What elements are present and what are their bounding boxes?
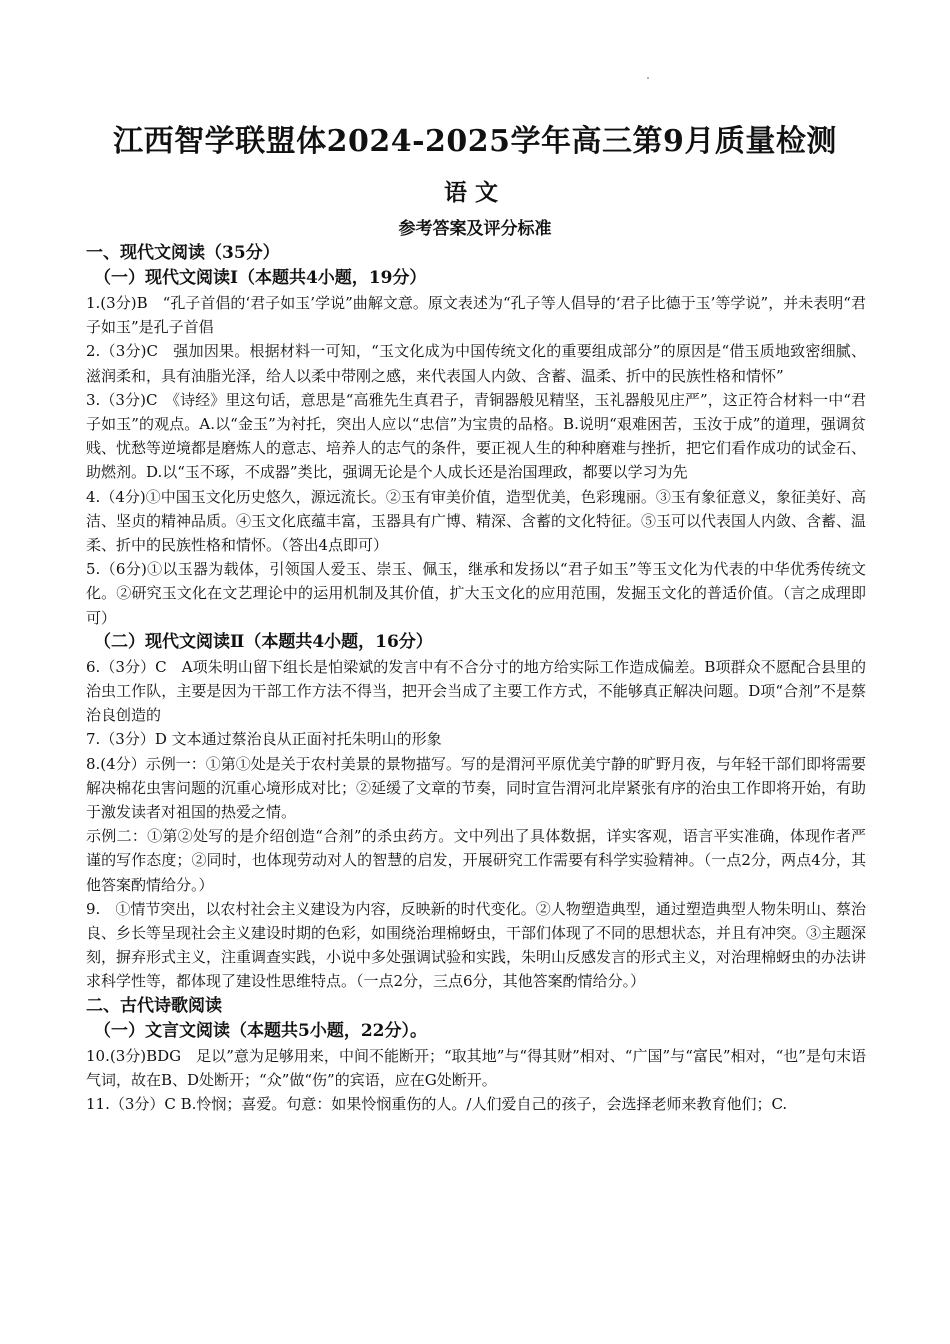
answer-item: 4.（4分)①中国玉文化历史悠久，源远流长。②玉有审美价值，造型优美，色彩瑰丽。③玉有象征意义，象征美好、高洁、坚贞的精神品质。④玉文化底蕴丰富，玉器具有广博、精深、含蓄的文化特征。⑤玉可以代表国人内敛、含蓄、温柔、折中的民族性格和情怀。（答出4点即可） <box>86 487 867 555</box>
answer-item-continued: 示例二：①第②处写的是介绍创造“合剂”的杀虫药方。文中列出了具体数据，详实客观，语言平实准确，体现作者严谨的写作态度；②同时，也体现劳动对人的智慧的启发，开展研究工作需要有科学实验精神。（一点2分，两点4分，其他答案酌情给分。） <box>86 827 866 894</box>
document-title: 江西智学联盟体2024-2025学年高三第9月质量检测 <box>113 124 837 159</box>
answer-item: 1.(3分)B “孔子首倡的‘君子如玉’学说”曲解文意。原文表述为“孔子等人倡导的‘君子比德于玉’等学说”，并未表明“君子如玉”是孔子首倡 <box>86 294 866 337</box>
answer-item: 11.（3分）C B.怜悯；喜爱。句意：如果怜悯重伤的人。/人们爱自己的孩子，会选择老师来教育他们；C. <box>86 1095 788 1114</box>
subsection-heading: （一）文言文阅读（本题共5小题，22分）。 <box>94 1020 427 1041</box>
scan-speck <box>647 77 649 79</box>
subsection-heading: （一）现代文阅读Ⅰ（本题共4小题，19分） <box>94 268 427 288</box>
subject-heading: 语文 <box>444 179 506 206</box>
answer-item: 8.(4分）示例一：①第①处是关于农村美景的景物描写。写的是渭河平原优美宁静的旷野月夜，与年轻干部们即将需要解决棉花虫害问题的沉重心境形成对比；②延缓了文章的节奏，同时宣告渭河北岸紧张有序的治虫工作即将开始，有助于激发读者对祖国的热爱之情。 <box>86 754 867 822</box>
answer-content <box>86 241 866 1116</box>
answer-item: 2.（3分)C 强加因果。根据材料一可知，“玉文化成为中国传统文化的重要组成部分”的原因是“借玉质地致密细腻、滋润柔和，具有油脂光泽，给人以柔中带刚之感，来代表国人内敛、含蓄、温柔、折中的民族性格和情怀” <box>86 342 866 385</box>
answer-item: 5.（6分)①以玉器为载体，引领国人爱玉、崇玉、佩玉，继承和发扬以“君子如玉”等玉文化为代表的中华优秀传统文化。②研究玉文化在文艺理论中的运用机制及其价值，扩大玉文化的应用范围，发掘玉文化的普适价值。（言之成理即可） <box>86 560 866 627</box>
answer-item: 10.(3分)BDG 足以”意为足够用来，中间不能断开；“取其地”与“得其财”相对、“广国”与“富民”相对，“也”是句末语气词，故在B、D处断开；“众”做“伤”的宾语，应在G处断开。 <box>86 1046 866 1089</box>
document-subtitle: 参考答案及评分标准 <box>398 219 552 239</box>
section-heading: 二、古代诗歌阅读 <box>86 995 222 1016</box>
answer-item: 9. ①情节突出，以农村社会主义建设为内容，反映新的时代变化。②人物塑造典型，通过塑造典型人物朱明山、蔡治良、乡长等呈现社会主义建设时期的色彩，如围绕治理棉蚜虫，干部们体现了不同的思想状态，并且有冲突。③主题深刻，摒弃形式主义，注重调查实践，小说中多处强调试验和实践，朱明山反感发言的形式主义，对治理棉蚜虫的办法讲求科学性等，都体现了建设性思维特点。（一点2分，三点6分，其他答案酌情给分。） <box>86 899 867 991</box>
answer-item: 7.（3分）D 文本通过蔡治良从正面衬托朱明山的形象 <box>86 730 442 749</box>
section-heading: 一、现代文阅读（35分） <box>86 243 280 263</box>
subsection-heading: （二）现代文阅读Ⅱ（本题共4小题，16分） <box>94 631 433 652</box>
answer-item: 3.（3分)C 《诗经》里这句话，意思是“高雅先生真君子，青铜器般见精坚，玉礼器般见庄严”，这正符合材料一中“君子如玉”的观点。A.以“金玉”为衬托，突出人应以“忠信”为宝贵的品格。B.说明“艰难困苦，玉汝于成”的道理，强调贫贱、忧愁等逆境都是磨炼人的意志、培养人的志气的条件，要正视人生的种种磨难与挫折，把它们看作成功的试金石、助燃剂。D.以“玉不琢，不成器”类比，强调无论是个人成长还是治国理政，都要以学习为先 <box>86 390 867 482</box>
answer-item: 6.（3分）C A项朱明山留下组长是怕梁斌的发言中有不合分寸的地方给实际工作造成偏差。B项群众不愿配合县里的治虫工作队，主要是因为干部工作方法不得当，把开会当成了主要工作方式，不能够真正解决问题。D项“合剂”不是蔡治良创造的 <box>86 657 866 725</box>
